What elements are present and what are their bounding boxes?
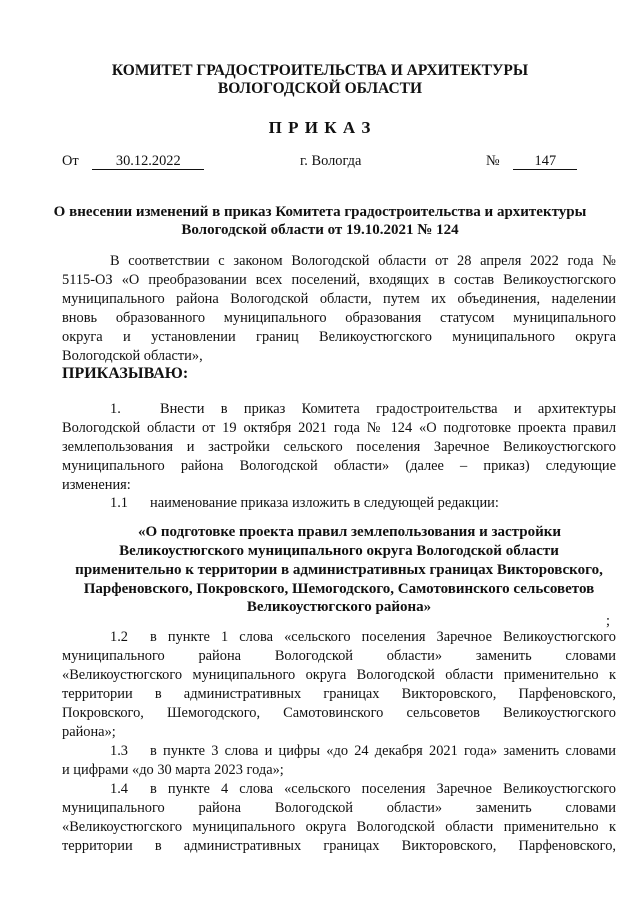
preamble-line: Вологодской области», (62, 348, 203, 364)
item-1-4-line: муниципального района Вологодской области» заменить словами (62, 800, 616, 816)
item-1-2-line: территории в административных границах Викторовского, Парфеновского, (62, 686, 616, 702)
item-1-line: землепользования и застройки сельского поселения Заречное Великоустюгского (62, 439, 616, 455)
city: г. Вологда (300, 153, 362, 169)
order-number: 147 (513, 154, 577, 170)
item-1-line: муниципального района Вологодской области» (далее – приказ) следующие (62, 458, 616, 474)
item-1-2-first-line: в пункте 1 слова «сельского поселения Заречное Великоустюгского (150, 629, 616, 645)
subject-line2: Вологодской области от 19.10.2021 № 124 (181, 222, 459, 238)
quote-line: Парфеновского, Покровского, Шемогодского, Самотовинского сельсоветов (83, 581, 595, 597)
item-1-line: Вологодской области от 19 октября 2021 года № 124 «О подготовке проекта правил (62, 420, 616, 436)
org-name-line1: КОМИТЕТ ГРАДОСТРОИТЕЛЬСТВА И АРХИТЕКТУРЫ (111, 62, 529, 79)
item-1-4-number: 1.4 (110, 781, 128, 797)
item-1-2-line: района»; (62, 724, 116, 740)
quote-semicolon: ; (606, 613, 610, 629)
quote-line: «О подготовке проекта правил землепользования и застройки (138, 524, 561, 540)
preamble-line: вновь образованного муниципального образования статусом муниципального (62, 310, 616, 326)
preamble-line: 5115-ОЗ «О преобразовании всех поселений, входящих в состав Великоустюгского (62, 272, 616, 288)
quote-line: Великоустюгского муниципального округа Вологодской области (119, 543, 559, 559)
item-1-2-number: 1.2 (110, 629, 128, 645)
quote-line: Великоустюгского района» (246, 599, 432, 615)
quote-line: применительно к территории в административных границах Викторовского, (75, 562, 603, 578)
item-1-4-first-line: в пункте 4 слова «сельского поселения Заречное Великоустюгского (150, 781, 616, 797)
preamble-line: округа и установлении границ Великоустюгского муниципального округа (62, 329, 616, 345)
order-word: ПРИКАЗЫВАЮ: (62, 365, 189, 382)
number-prefix: № (486, 153, 500, 169)
subject-line1: О внесении изменений в приказ Комитета градостроительства и архитектуры (53, 204, 587, 220)
item-1-2-line: Покровского, Шемогодского, Самотовинского сельсоветов Великоустюгского (62, 705, 616, 721)
item-1-4-line: территории в административных границах Викторовского, Парфеновского, (62, 838, 616, 854)
item-1-number: 1. (110, 401, 121, 417)
order-date: 30.12.2022 (92, 154, 204, 170)
item-1-2-line: муниципального района Вологодской области» заменить словами (62, 648, 616, 664)
doc-type-title: П Р И К А З (268, 118, 372, 137)
date-prefix: От (62, 153, 79, 169)
date-block (62, 152, 262, 170)
item-1-1-number: 1.1 (110, 495, 128, 511)
item-1-first-line: Внести в приказ Комитета градостроительства и архитектуры (160, 401, 616, 417)
item-1-3-line: и цифрами «до 30 марта 2023 года»; (62, 762, 284, 778)
item-1-2-line: «Великоустюгского муниципального округа Вологодской области применительно к (62, 667, 616, 683)
item-1-1-text: наименование приказа изложить в следующей редакции: (150, 495, 499, 511)
item-1-3-first-line: в пункте 3 слова и цифры «до 24 декабря 2021 года» заменить словами (150, 743, 616, 759)
number-block (486, 152, 606, 170)
item-1-4-line: «Великоустюгского муниципального округа Вологодской области применительно к (62, 819, 616, 835)
preamble-line: В соответствии с законом Вологодской области от 28 апреля 2022 года № (110, 253, 616, 269)
org-name-line2: ВОЛОГОДСКОЙ ОБЛАСТИ (217, 80, 423, 97)
preamble-line: муниципального района Вологодской области, путем их объединения, наделении (62, 291, 616, 307)
item-1-line: изменения: (62, 477, 131, 493)
item-1-3-number: 1.3 (110, 743, 128, 759)
